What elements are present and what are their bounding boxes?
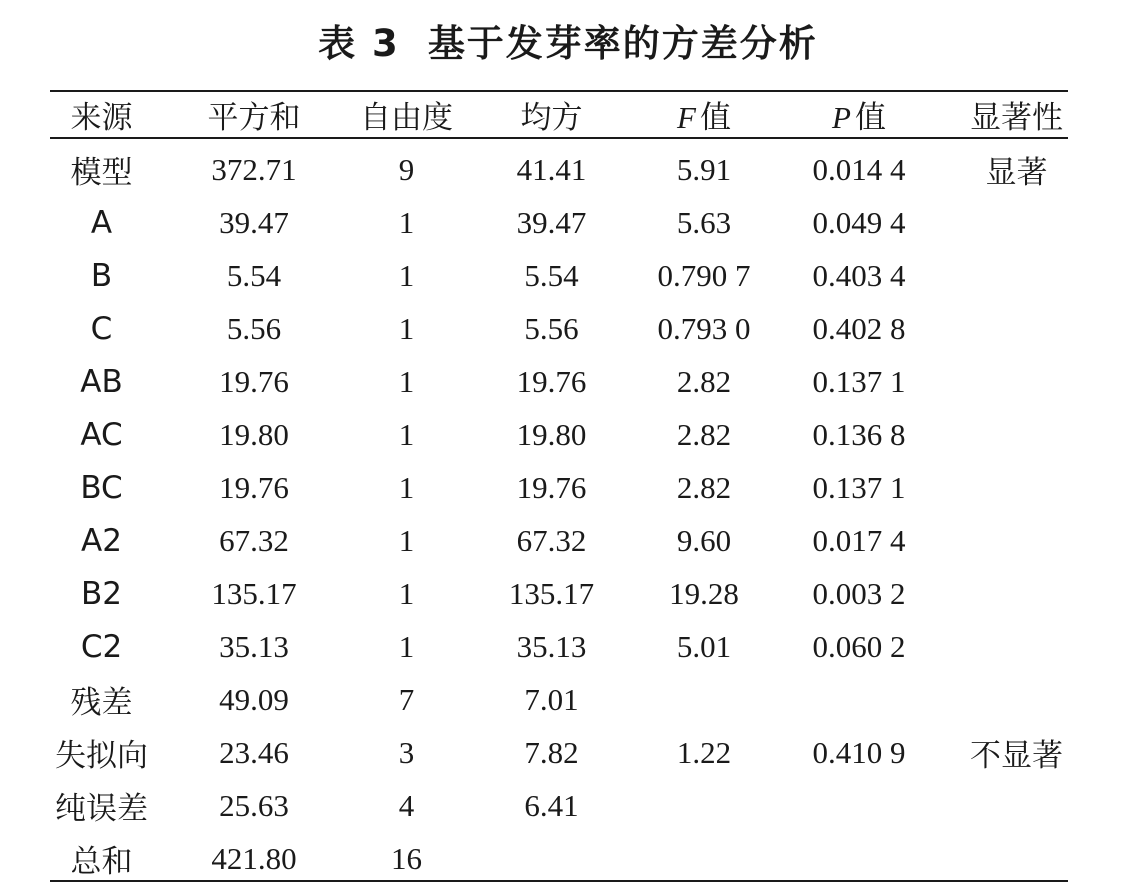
cell-f-value: 1.22	[676, 734, 732, 770]
table-row	[24, 673, 1104, 726]
table-title	[0, 14, 1136, 74]
cell-degrees-of-freedom: 3	[398, 734, 415, 770]
cell-f-value: 19.28	[669, 575, 739, 611]
cell-mean-square: 7.82	[524, 734, 579, 770]
cell-degrees-of-freedom: 7	[398, 681, 415, 717]
cell-f-value: 0.790 7	[657, 257, 751, 293]
table-row	[24, 408, 1104, 461]
cell-p-value: 0.402 8	[812, 310, 906, 346]
cell-degrees-of-freedom: 9	[398, 151, 415, 187]
table-header	[24, 92, 1104, 137]
cell-p-value: 0.014 4	[812, 151, 906, 187]
cell-f-value	[619, 673, 789, 726]
cell-sum-of-squares: 135.17	[211, 575, 297, 611]
cell-significance: 不显著	[970, 738, 1063, 774]
cell-mean-square: 19.76	[516, 469, 587, 505]
cell-sum-of-squares: 19.76	[219, 469, 289, 505]
cell-degrees-of-freedom: 1	[398, 628, 415, 664]
cell-source: B2	[81, 575, 122, 612]
table-row	[24, 143, 1104, 196]
header-significance: 显著性	[970, 100, 1063, 136]
cell-degrees-of-freedom: 1	[398, 310, 415, 346]
cell-sum-of-squares: 19.76	[219, 363, 289, 399]
cell-source: 纯误差	[55, 791, 148, 827]
cell-source: 模型	[70, 155, 133, 191]
table-row	[24, 514, 1104, 567]
header-rule	[50, 137, 1068, 139]
cell-mean-square	[484, 832, 619, 885]
cell-significance	[929, 514, 1104, 567]
cell-mean-square: 19.76	[516, 363, 587, 399]
cell-mean-square: 67.32	[516, 522, 587, 558]
cell-source: C	[90, 310, 113, 347]
cell-sum-of-squares: 5.56	[226, 310, 282, 346]
cell-mean-square: 5.56	[524, 310, 579, 346]
table-row	[24, 726, 1104, 779]
cell-p-value	[789, 832, 929, 885]
cell-significance	[929, 461, 1104, 514]
cell-sum-of-squares: 372.71	[211, 151, 297, 187]
cell-p-value: 0.049 4	[812, 204, 906, 240]
cell-mean-square: 5.54	[524, 257, 579, 293]
cell-mean-square: 135.17	[508, 575, 595, 611]
cell-sum-of-squares: 23.46	[219, 734, 289, 770]
cell-source: BC	[80, 469, 123, 506]
table-row	[24, 567, 1104, 620]
cell-p-value: 0.136 8	[812, 416, 906, 452]
cell-significance	[929, 673, 1104, 726]
header-f-value	[619, 92, 789, 137]
cell-significance	[929, 249, 1104, 302]
cell-p-value: 0.003 2	[812, 575, 906, 611]
cell-source: 总和	[70, 844, 133, 880]
table-row	[24, 196, 1104, 249]
cell-degrees-of-freedom: 4	[398, 787, 415, 823]
cell-f-value: 2.82	[676, 469, 732, 505]
cell-f-value	[619, 779, 789, 832]
cell-significance	[929, 196, 1104, 249]
table-caption: 基于发芽率的方差分析	[427, 22, 818, 65]
cell-sum-of-squares: 5.54	[226, 257, 282, 293]
cell-mean-square: 7.01	[524, 681, 579, 717]
cell-significance	[929, 567, 1104, 620]
table-row	[24, 832, 1104, 885]
table-row	[24, 302, 1104, 355]
cell-mean-square: 39.47	[516, 204, 587, 240]
header-p-suffix: 值	[854, 100, 886, 136]
cell-f-value: 5.63	[676, 204, 732, 240]
cell-p-value: 0.017 4	[812, 522, 906, 558]
anova-table	[24, 143, 1104, 885]
cell-degrees-of-freedom: 1	[398, 257, 415, 293]
table-row	[24, 461, 1104, 514]
header-mean-square: 均方	[520, 100, 583, 136]
cell-p-value	[789, 673, 929, 726]
cell-p-value: 0.060 2	[812, 628, 906, 664]
header-f-letter: F	[677, 100, 696, 135]
cell-degrees-of-freedom: 1	[398, 416, 415, 452]
cell-significance	[929, 620, 1104, 673]
cell-significance	[929, 408, 1104, 461]
cell-sum-of-squares: 39.47	[219, 204, 289, 240]
header-source: 来源	[70, 100, 133, 136]
cell-degrees-of-freedom: 1	[398, 363, 415, 399]
cell-degrees-of-freedom: 16	[391, 840, 422, 876]
cell-significance: 显著	[985, 155, 1048, 191]
cell-f-value: 5.91	[676, 151, 732, 187]
cell-significance	[929, 355, 1104, 408]
table-row	[24, 779, 1104, 832]
cell-f-value: 5.01	[676, 628, 732, 664]
cell-p-value: 0.403 4	[812, 257, 906, 293]
header-f-suffix: 值	[699, 100, 731, 136]
header-sum-of-squares: 平方和	[207, 100, 301, 136]
cell-source: A2	[81, 522, 122, 559]
cell-source: AB	[80, 363, 123, 400]
table-row	[24, 620, 1104, 673]
cell-mean-square: 35.13	[516, 628, 587, 664]
header-degrees-of-freedom: 自由度	[360, 100, 453, 136]
cell-source: B	[90, 257, 113, 294]
table-row	[24, 249, 1104, 302]
header-row	[24, 92, 1104, 137]
cell-degrees-of-freedom: 1	[398, 522, 415, 558]
cell-sum-of-squares: 25.63	[219, 787, 289, 823]
cell-significance	[929, 832, 1104, 885]
cell-source: A	[90, 204, 113, 241]
cell-degrees-of-freedom: 1	[398, 575, 415, 611]
cell-source: AC	[80, 416, 123, 453]
cell-f-value: 2.82	[676, 363, 732, 399]
cell-degrees-of-freedom: 1	[398, 469, 415, 505]
cell-f-value: 9.60	[676, 522, 732, 558]
cell-p-value	[789, 779, 929, 832]
cell-source: C2	[80, 628, 123, 665]
cell-mean-square: 6.41	[524, 787, 579, 823]
cell-p-value: 0.410 9	[812, 734, 906, 770]
header-p-letter: P	[832, 100, 851, 135]
cell-source: 残差	[70, 685, 133, 721]
cell-p-value: 0.137 1	[812, 469, 906, 505]
cell-sum-of-squares: 49.09	[219, 681, 289, 717]
cell-significance	[929, 779, 1104, 832]
cell-p-value: 0.137 1	[812, 363, 906, 399]
cell-f-value	[619, 832, 789, 885]
cell-mean-square: 19.80	[516, 416, 587, 452]
table-row	[24, 355, 1104, 408]
header-p-value	[789, 92, 929, 137]
cell-f-value: 2.82	[676, 416, 732, 452]
table-number: 表 3	[318, 22, 400, 65]
cell-significance	[929, 302, 1104, 355]
cell-sum-of-squares: 67.32	[219, 522, 289, 558]
cell-sum-of-squares: 421.80	[211, 840, 297, 876]
cell-sum-of-squares: 35.13	[219, 628, 289, 664]
cell-source: 失拟向	[55, 738, 148, 774]
cell-degrees-of-freedom: 1	[398, 204, 415, 240]
cell-mean-square: 41.41	[516, 151, 587, 187]
cell-sum-of-squares: 19.80	[219, 416, 289, 452]
cell-f-value: 0.793 0	[657, 310, 751, 346]
